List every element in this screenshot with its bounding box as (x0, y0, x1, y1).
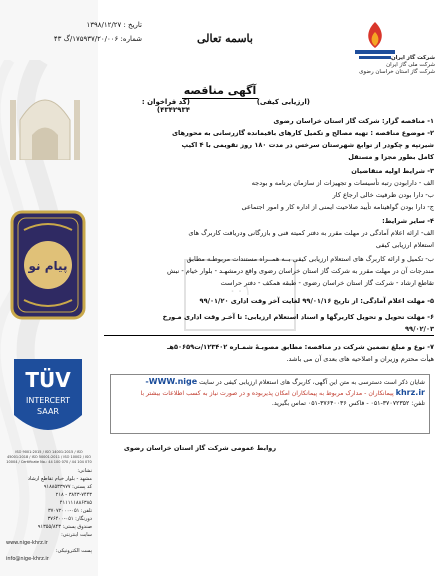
website-link[interactable]: www.nige-khrz.ir (6, 540, 48, 546)
document-number: شماره: ۱۷۵۹۳۷/۲۰/۰۰۶/گ ۴۳ (53, 35, 142, 43)
info-text-1: شایان ذکر است دسترسی به متن این آگهی، کاربرگ های استعلام ارزیابی کیفی در سایت (199, 379, 425, 386)
notice-title: آگهی مناقصه (183, 84, 257, 97)
item-2-subject-cont2: کامل بطور مجزا و مستقل (348, 153, 434, 161)
public-relations-signature: روابط عمومی شرکت گاز استان خراسان رضوی (123, 444, 277, 452)
item-4a: الف- ارائه اعلام آمادگی در مهلت مقرر به دفتر کمیته فنی و بازرگانی ودریافت کاربرگ های (188, 229, 434, 237)
contact-line: پست الکترونیکی: (55, 548, 92, 554)
company-branch: شرکت گاز استان خراسان رضوی (359, 69, 435, 75)
svg-text:SAAR: SAAR (37, 407, 59, 416)
item-7-guarantee: ۷- نوع و مبلغ تضمین شرکت در مناقصه: مطابق مصوبـۀ شمـاره ۱۲۳۴۰۲/ت۵۰۶۵۹هـ (167, 343, 434, 351)
svg-text:پیام نو: پیام نو (28, 259, 68, 273)
svg-text:TÜV: TÜV (25, 368, 71, 392)
item-1-tenderer: ۱- مناقصه گزار: شرکت گاز استان خراسان رضوی (273, 117, 434, 125)
section-divider (104, 335, 434, 336)
item-4b: ب- تکمیل و ارائه کاربرگ های استعلام ارزیابی کیفی بــه همــراه مستندات مربوطـه مطابق (186, 255, 434, 263)
left-margin-panel (0, 0, 98, 576)
contact-info (6, 467, 92, 563)
contact-line: ۳۸۴۳-۷۴۴۳ - ۲۱۸ (55, 492, 92, 498)
item-7-guarantee-cont: هیأت محترم وزیران و اصلاحیه های بعدی آن می باشد. (286, 355, 434, 363)
item-4b-cont2: تقاطع ارشاد - شرکت گاز استان خراسان رضوی - طبقه همکف - دفتر حراست (220, 279, 434, 287)
website-link-2[interactable]: khrz.ir (395, 388, 425, 397)
item-5-readiness-deadline: ۵- مهلت اعلام آمادگی: از تاریخ ۹۹/۰۱/۱۶ لغایت آخر وقت اداری ۹۹/۰۱/۲۰ (199, 297, 434, 305)
notice-subtitle-row (110, 98, 430, 114)
tuv-certification-logo (10, 355, 86, 445)
item-4-heading: ۴- سایر شرایط: (382, 217, 434, 225)
info-box (110, 374, 430, 434)
bismillah-heading: باسمه تعالی (197, 32, 253, 45)
certificate-list: ISO 9001:2015 / ISO 14001:2015 / ISO 45001:2018 / ISO 50001:2011 / ISO 10002 / ISO 10004 / Certificate No.: 44 100 070 / 44 104 070 (6, 450, 92, 464)
document-meta (2, 18, 142, 46)
item-6-date: ۹۹/۰۲/۰۳ (405, 325, 434, 333)
contact-line: مشهد - بلوار خیام تقاطع ارشاد (27, 476, 92, 482)
item-4a-cont: استعلام ارزیابی کیفی (375, 241, 434, 249)
info-line-1 (115, 377, 425, 388)
tuv-shield-icon (10, 355, 86, 445)
info-line-2 (115, 388, 425, 399)
item-2-subject: ۲- موضوع مناقصه : تهیه مصالح و تکمیل کارهای باقیمانده گازرسانی به محورهای (171, 129, 434, 137)
company-name: شرکت گاز ایران (390, 55, 435, 61)
item-2-subject-cont: شیرتپه و چکودر از توابع شهرستان سرخس در مدت ۱۸۰ روز تقویمی با ۴ اکیپ (181, 141, 434, 149)
call-code: (کد فراخوان : ۴۳۴۲۹۳۴) (141, 98, 190, 114)
qualification-label: (ارزیابی کیفی) (256, 98, 310, 106)
item-4b-cont: مندرجات آن در مهلت مقرر به شرکت گاز استان خراسان رضوی واقع درمشهـد - بلوار خیام - نبش (167, 267, 434, 275)
item-3-conditions-heading: ۳- شرایط اولیه متقاضیان (351, 167, 434, 175)
contact-line: دورنگار: ۰۵۱-۳۷۶۴۰۰ (47, 516, 92, 522)
email-link[interactable]: info@nige-khrz.ir (6, 556, 49, 562)
contact-line: صندوق پستی: ۹۱۳۵۵/۸۴۳ (37, 524, 92, 530)
company-name-block (335, 55, 435, 76)
item-3c: ج- دارا بودن گواهینامه تأیید صلاحیت ایمنی از اداره کار و امور اجتماعی (241, 203, 434, 211)
contact-line: ۴۱۱۱۱۱۸۸۶۳۸۵ (59, 500, 92, 506)
svg-text:۰۰۱: ۰۰۱ (228, 283, 252, 299)
info-line-3: تلفن: ۳۷۰۷۲۳۵۲-۰۵۱ - فاکس ۳۷۶۴۰۰۳۶-۰۵۱ تماس بگیرید. (271, 400, 425, 407)
svg-text:INTERCERT: INTERCERT (26, 396, 70, 405)
contact-line: نشانی: (77, 468, 92, 474)
website-link-1[interactable]: WWW.nige- (145, 377, 198, 386)
item-3b: ب- دارا بودن ظرفیت خالی ارجاع کار (332, 191, 434, 199)
mosque-icon (10, 80, 80, 160)
contact-line: سایت اینترنتی: (61, 532, 92, 538)
contact-line: کد پستی: ۹۱۸۸۵۳۳۹۷۷ (43, 484, 92, 490)
item-3a: الف - دارابودن رتبه تأسیسات و تجهیزات از سازمان برنامه و بودجه (251, 179, 434, 187)
item-6-submission-deadline: ۶- مهلت تحویل و تحویل کاربرگها و اسناد استعلام ارزیابی: تا آخـر وقت اداری مـورخ (162, 313, 434, 321)
peyam-no-badge-icon (10, 210, 86, 320)
info-text-2: پیمانکاران - مدارک مربوط به پیمانکاران امکان پذیربوده و در صورت نیاز به کسب اطلاعات بیشتر با (140, 390, 394, 397)
contact-line: تلفن: ۰۵۱-۳۷۰۷۲۰۰۰ (47, 508, 92, 514)
company-subname: شرکت ملی گاز ایران (386, 62, 435, 68)
document-date: تاریخ : ۱۳۹۸/۱۲/۲۷ (86, 21, 142, 29)
